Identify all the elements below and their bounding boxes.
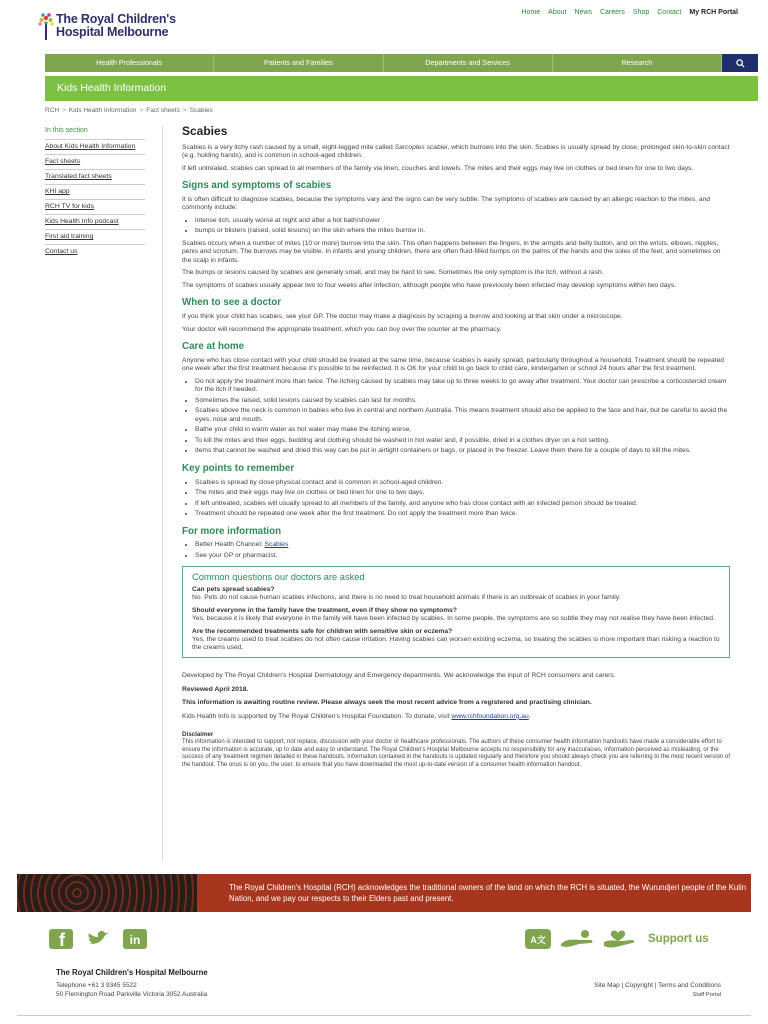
support-text: Kids Health Info is supported by The Royal Children's Hospital Foundation. To donate, visit <box>182 712 452 720</box>
more-info-label: Better Health Channel: <box>195 541 265 549</box>
breadcrumb <box>45 107 213 115</box>
signs-paragraph-4: The symptoms of scabies usually appear two to four weeks after infection, although people who have previously been infected may develop symptoms within two days. <box>182 281 677 289</box>
disclaimer-text: This information is intended to support, not replace, discussion with your doctor or healthcare professionals. The authors of these consumer health information handouts have made a considerable effort to ensure the information is accurate, up to date and easy to understand. The Royal Children's Hospital Melbourne accepts no responsibility for any inaccuracies, information perceived as misleading, or the success of any treatment regimen detailed in these handouts. Information contained in the handouts is updated regularly and therefore you should always check you are referring to the most recent version of the handout. The onus is on you, the user, to ensure that you have downloaded the most up-to-date version of a consumer health information handout. <box>182 739 730 768</box>
breadcrumb-separator: > <box>139 107 144 114</box>
list-item: • The mites and their eggs may live on clothes or bed linen for one to two days. <box>195 489 730 498</box>
rch-logo[interactable] <box>38 12 208 44</box>
list-item: • Scabies above the neck is common in babies who live in central and northern Australia. This means treatment should also be applied to the face and hair, but be careful to avoid the eyes, nose and mouth. <box>195 407 730 424</box>
signs-list <box>195 217 730 236</box>
acknowledgement-banner <box>17 874 751 912</box>
signs-paragraph-3: The bumps or lesions caused by scabies are generally small, and may be hard to see. Sometimes the only symptom is the itch, without a rash. <box>182 269 604 277</box>
footer-address: 50 Flemington Road Parkville Victoria 3052 Australia <box>56 990 208 998</box>
list-item: • Scabies is spread by close physical contact and is common in school-aged children. <box>195 479 730 488</box>
credits <box>182 672 730 721</box>
section-heading-care: Care at home <box>182 341 245 353</box>
sidebar-item-fact-sheets[interactable]: Fact sheets <box>45 154 145 169</box>
breadcrumb-separator: > <box>62 107 66 114</box>
breadcrumb-kids-health[interactable]: Kids Health Information <box>68 107 137 114</box>
section-sidebar <box>45 126 145 259</box>
reviewed-date: Reviewed April 2018. <box>182 685 249 693</box>
footer-links-row: Site Map | Copyright | Terms and Conditions <box>594 982 721 989</box>
list-item <box>195 541 730 550</box>
support-suffix: . <box>528 712 531 720</box>
footer-divider <box>17 1015 751 1016</box>
foundation-support <box>182 713 730 722</box>
facebook-icon[interactable] <box>47 928 75 950</box>
utility-nav <box>521 8 738 17</box>
care-paragraph: Anyone who has close contact with your child should be treated at the same time, because scabies is easily spread, particularly throughout a household. Treatment should be repeated one week after the first treatment because it's possible to be reinfected. It is OK for your child to go back to child care, kindergarten or school 24 hours after the first treatment. <box>182 356 725 373</box>
more-info-list <box>195 541 730 560</box>
terms-link[interactable]: Terms and Conditions <box>658 982 721 989</box>
footer-links <box>594 982 721 999</box>
list-item: • Treatment should be repeated one week after the first treatment. Do not apply the treatment more than twice. <box>195 510 730 519</box>
sidebar-item-first-aid[interactable]: First aid training <box>45 229 145 244</box>
footer-phone: Telephone +61 3 9345 5522 <box>56 982 137 989</box>
utility-link-home[interactable]: Home <box>521 9 541 16</box>
nav-item-patients-families[interactable]: Patients and Families <box>214 54 383 72</box>
nav-item-departments[interactable]: Departments and Services <box>384 54 553 72</box>
faq-answer: Yes, the creams used to treat scabies do not often cause irritation. Having scabies can worsen existing eczema, so treating the scabies is more important than risking a reaction to the creams used. <box>192 636 720 652</box>
content-divider <box>162 126 163 861</box>
article <box>182 124 730 769</box>
section-heading-more-info: For more information <box>182 525 282 537</box>
svg-text:f: f <box>59 930 65 950</box>
footer-contact <box>56 982 207 999</box>
faq-heading: Common questions our doctors are asked <box>192 572 365 583</box>
support-us-link[interactable]: Support us <box>648 932 709 945</box>
better-health-scabies-link[interactable]: Scabies <box>264 541 289 549</box>
main-nav <box>45 54 758 72</box>
footer-org-name: The Royal Children's Hospital Melbourne <box>56 968 208 977</box>
section-heading-signs: Signs and symptoms of scabies <box>182 180 332 192</box>
list-item: • Sometimes the raised, solid lesions caused by scabies can last for months. <box>195 397 730 406</box>
logo-text <box>56 13 176 39</box>
faq-question: Should everyone in the family have the treatment, even if they show no symptoms? <box>192 607 457 615</box>
developed-by: Developed by The Royal Children's Hospital Dermatology and Emergency departments. We acknowledge the input of RCH consumers and carers. <box>182 672 616 680</box>
section-banner <box>45 76 758 101</box>
utility-link-news[interactable]: News <box>574 9 592 16</box>
list-item: • To kill the mites and their eggs, bedding and clothing should be washed in hot water and, if possible, dried in a clothes dryer on a hot setting. <box>195 437 730 446</box>
section-heading-doctor: When to see a doctor <box>182 297 282 309</box>
list-item: • intense itch, usually worse at night and after a hot bath/shower <box>195 217 730 226</box>
intro-text-b: , which burrows into the skin. Scabies is usually spread by close, prolonged skin-to-skin contact (e.g. holding hands), and is common in school-aged children. <box>182 143 730 160</box>
logo-line-1: The Royal Children's <box>56 12 176 26</box>
doctor-paragraph-1: If you think your child has scabies, see your GP. The doctor may make a diagnosis by scraping a burrow and looking at that skin under a microscope. <box>182 313 623 321</box>
sidebar-item-app[interactable]: KHI app <box>45 184 145 199</box>
review-note: This information is awaiting routine review. Please always seek the most recent advice from a registered and practising clinician. <box>182 699 592 707</box>
sidebar-item-translated[interactable]: Translated fact sheets <box>45 169 145 184</box>
patient-icon[interactable] <box>559 928 595 950</box>
faq-question: Can pets spread scabies? <box>192 586 275 594</box>
search-button[interactable] <box>722 54 758 72</box>
site-header <box>0 0 768 52</box>
sidebar-item-rch-tv[interactable]: RCH TV for kids <box>45 199 145 214</box>
list-item: • bumps or blisters (raised, solid lesions) on the skin where the mites burrow in. <box>195 227 730 236</box>
breadcrumb-rch[interactable]: RCH <box>45 107 60 114</box>
sidebar-item-about[interactable]: About Kids Health Information <box>45 139 145 154</box>
sidebar-item-contact[interactable]: Contact us <box>45 244 145 259</box>
list-item: • Do not apply the treatment more than twice. The itching caused by scabies may take up to three weeks to go away after treatment. Your doctor can prescribe a corticosteroid cream for the itch if needed. <box>195 378 730 395</box>
site-map-link[interactable]: Site Map <box>594 982 620 989</box>
banner-title: Kids Health Information <box>57 82 167 94</box>
intro-text-a: Scabies is a very itchy rash caused by a small, eight-legged mite called <box>182 143 395 151</box>
breadcrumb-fact-sheets[interactable]: Fact sheets <box>146 107 180 114</box>
nav-item-health-professionals[interactable]: Health Professionals <box>45 54 214 72</box>
acknowledgement-text: The Royal Children's Hospital (RCH) acknowledges the traditional owners of the land on which the RCH is situated, the Wurundjeri people of the Kulin Nation, and we pay our respects to their Elders past and present. <box>229 883 747 903</box>
my-rch-portal-link[interactable]: My RCH Portal <box>689 9 738 16</box>
key-points-list <box>195 479 730 519</box>
signs-paragraph-2: Scabies occurs when a number of mites (10 or more) burrow into the skin. This often happens between the fingers, in the armpits and belly button, and on the wrists, elbows, nipples, penis and scrotum. The burrows may be visible. In infants and young children, there are often fluid-filled bumps on the palms of the hands and the soles of the feet, and sometimes on the scalp in infants. <box>182 239 721 264</box>
intro-paragraph <box>182 144 730 161</box>
tree-logo-icon <box>38 12 54 42</box>
sidebar-item-podcast[interactable]: Kids Health Info podcast <box>45 214 145 229</box>
svg-text:A文: A文 <box>530 935 546 945</box>
donate-icon[interactable] <box>602 928 638 950</box>
intro-species: Sarcoptes scabiei <box>394 143 448 151</box>
translate-icon[interactable] <box>524 928 552 950</box>
list-item: • If left untreated, scabies will usually spread to all members of the family, and anyone who has close contact with an infected person should be treated. <box>195 500 730 509</box>
copyright-link[interactable]: Copyright <box>625 982 653 989</box>
utility-link-careers[interactable]: Careers <box>599 9 625 16</box>
foundation-link[interactable]: www.rchfoundation.org.au <box>451 712 529 720</box>
faq-answer: No. Pets do not cause human scabies infections, and there is no need to treat household animals if there is an outbreak of scabies in your family. <box>192 594 621 602</box>
list-item: • Bathe your child in warm water as hot water may make the itching worse. <box>195 426 730 435</box>
utility-link-about[interactable]: About <box>548 9 567 16</box>
breadcrumb-current: Scabies <box>189 107 213 114</box>
logo-line-2: Hospital Melbourne <box>56 25 169 39</box>
support-links <box>524 928 709 950</box>
faq-box <box>182 566 730 658</box>
section-heading-key-points: Key points to remember <box>182 462 295 474</box>
faq-answer: Yes, because it is likely that everyone in the family will have been infected by scabies. In some people, the symptoms are so subtle they may not realise they have been infected. <box>192 615 715 623</box>
sidebar-heading: In this section <box>45 127 88 134</box>
list-item: • Items that cannot be washed and dried this way can be put in airtight containers or bags, or placed in the freezer. Leave them there for a couple of days to kill the mites. <box>195 447 730 456</box>
doctor-paragraph-2: Your doctor will recommend the appropriate treatment, which you can buy over the counter at the pharmacy. <box>182 325 502 333</box>
page-title: Scabies <box>182 124 228 138</box>
linkedin-icon[interactable] <box>121 928 149 950</box>
faq-question: Are the recommended treatments safe for children with sensitive skin or eczema? <box>192 628 453 636</box>
utility-link-shop[interactable]: Shop <box>632 9 650 16</box>
social-links <box>47 928 149 950</box>
twitter-icon[interactable] <box>84 928 112 950</box>
list-item: • See your GP or pharmacist. <box>195 552 730 561</box>
aboriginal-artwork <box>17 874 197 912</box>
signs-paragraph-1: It is often difficult to diagnose scabies, because the symptoms vary and the signs can be very subtle. The symptoms of scabies are caused by an allergic reaction to the mites, and commonly include: <box>182 195 710 212</box>
svg-text:in: in <box>129 933 141 947</box>
nav-item-research[interactable]: Research <box>553 54 722 72</box>
utility-link-contact[interactable]: Contact <box>657 9 682 16</box>
search-icon <box>736 59 745 68</box>
staff-portal-link[interactable]: Staff Portal <box>692 991 721 998</box>
intro-paragraph-2: If left untreated, scabies can spread to all members of the family via linen, couches and towels. The mites and their eggs may live on clothes or bed linen for one to two days. <box>182 164 694 172</box>
breadcrumb-separator: > <box>182 107 187 114</box>
disclaimer-title: Disclaimer <box>182 731 214 739</box>
care-list <box>195 378 730 456</box>
